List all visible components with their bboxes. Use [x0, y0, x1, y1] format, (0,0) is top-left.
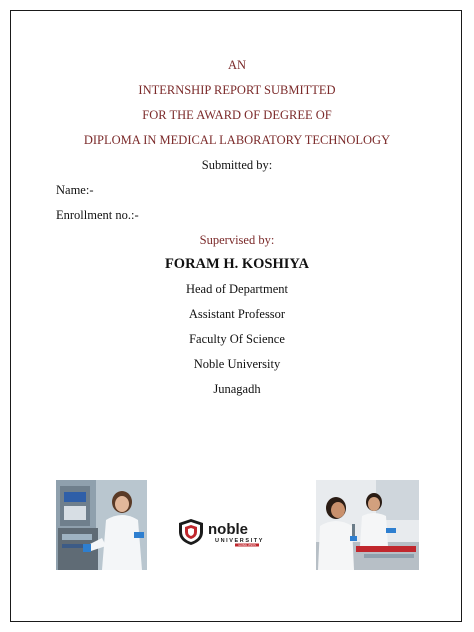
supervisor-city: Junagadh [213, 382, 261, 396]
lab-photo-left [56, 480, 147, 570]
enrollment-label: Enrollment no.:- [56, 208, 139, 222]
supervisor-name: FORAM H. KOSHIYA [164, 256, 310, 272]
noble-university-logo [177, 517, 287, 547]
logo-subtitle: UNIVERSITY [215, 538, 265, 544]
heading-award: FOR THE AWARD OF DEGREE OF [142, 108, 332, 122]
submitted-by-label: Submitted by: [201, 158, 273, 172]
supervised-by-label: Supervised by: [199, 233, 275, 247]
heading-internship: INTERNSHIP REPORT SUBMITTED [138, 83, 336, 97]
supervisor-role-assistant: Assistant Professor [188, 307, 286, 321]
name-label: Name:- [56, 183, 94, 197]
heading-an: AN [227, 58, 247, 72]
supervisor-university: Noble University [193, 357, 281, 371]
supervisor-role-hod: Head of Department [185, 282, 289, 296]
shield-icon [179, 519, 203, 545]
heading-diploma: DIPLOMA IN MEDICAL LABORATORY TECHNOLOGY [83, 133, 391, 147]
logo-wordmark: noble [208, 521, 248, 538]
supervisor-faculty: Faculty Of Science [189, 332, 285, 346]
lab-photo-right [316, 480, 419, 570]
logo-tagline: GLOBAL VISION [238, 545, 256, 547]
